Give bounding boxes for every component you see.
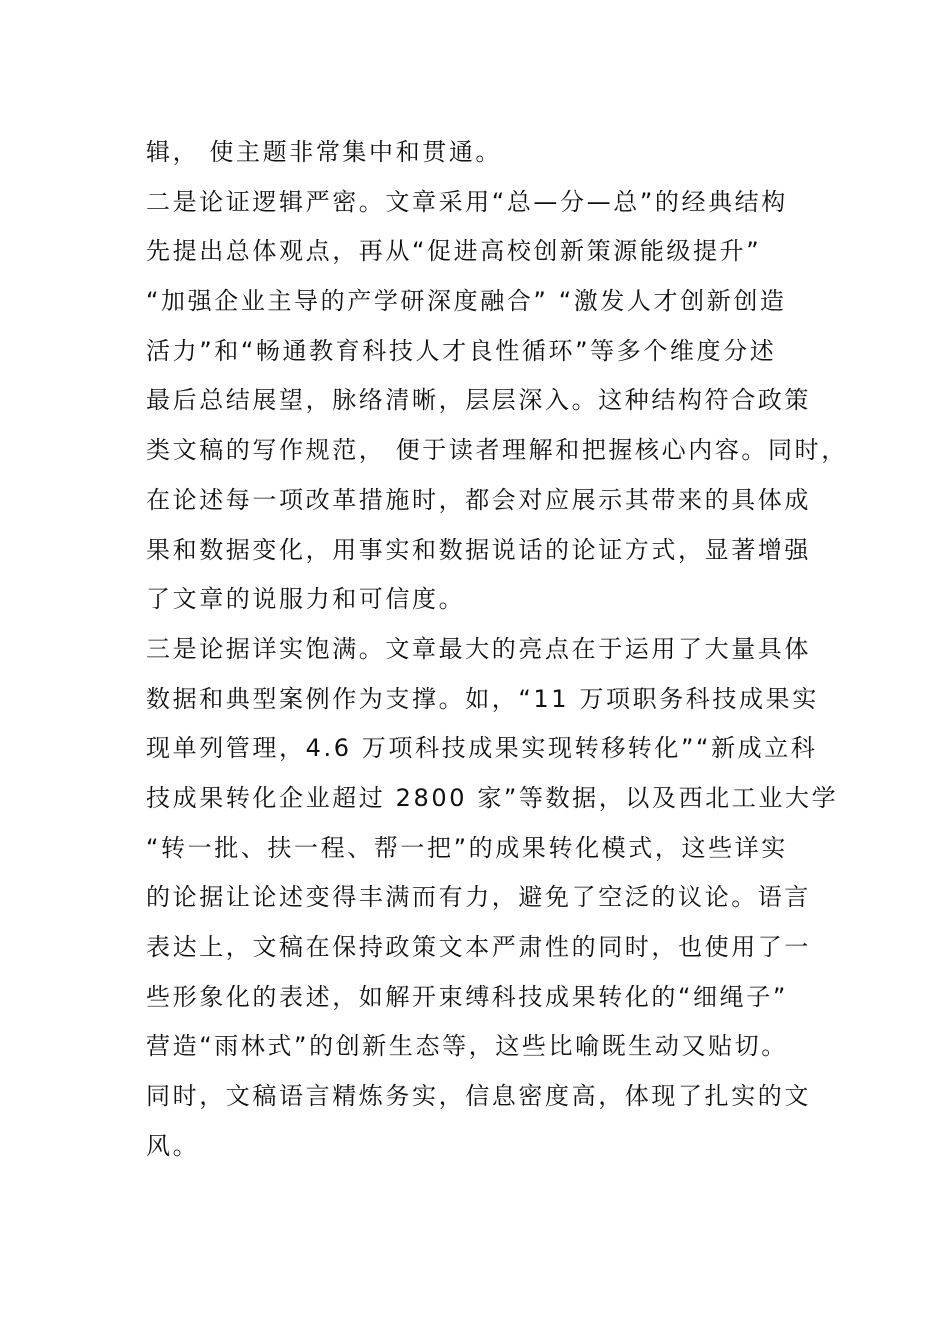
text-line: 辑， 使主题非常集中和贯通。 (146, 138, 503, 166)
text-line: 数据和典型案例作为支撑。如，“11 万项职务科技成果实 (146, 684, 819, 713)
text-line: 现单列管理，4.6 万项科技成果实现转移转化”“新成立科 (146, 734, 818, 763)
text-line: “加强企业主导的产学研深度融合” “激发人才创新创造 (146, 287, 787, 316)
text-line: 些形象化的表述，如解开束缚科技成果转化的“细绳子” (146, 982, 788, 1011)
text-line: 活力”和“畅通教育科技人才良性循环”等多个维度分述 (146, 336, 777, 365)
text-line: 在论述每一项改革措施时，都会对应展示其带来的具体成 (146, 485, 811, 514)
text-line: 最后总结展望，脉络清晰，层层深入。这种结构符合政策 (146, 386, 811, 415)
text-line: 先提出总体观点，再从“促进高校创新策源能级提升” (146, 237, 762, 266)
text-line: 二是论证逻辑严密。文章采用“总—分—总”的经典结构 (146, 187, 788, 216)
document-body-text (146, 133, 848, 1176)
text-line: 果和数据变化，用事实和数据说话的论证方式，显著增强 (146, 535, 811, 564)
text-line: 技成果转化企业超过 2800 家”等数据，以及西北工业大学 (146, 783, 839, 812)
text-line: 营造“雨林式”的创新生态等，这些比喻既生动又贴切。 (146, 1032, 788, 1061)
text-line: 同时，文稿语言精炼务实，信息密度高，体现了扎实的文 (146, 1082, 811, 1111)
text-line: 的论据让论述变得丰满而有力，避免了空泛的议论。语言 (146, 883, 811, 912)
text-line: “转一批、扶一程、帮一把”的成果转化模式，这些详实 (146, 833, 788, 862)
text-line: 表达上，文稿在保持政策文本严肃性的同时，也使用了一 (146, 933, 811, 961)
text-line: 类文稿的写作规范， 便于读者理解和把握核心内容。同时， (146, 436, 848, 465)
text-line: 风。 (146, 1131, 200, 1160)
text-line: 三是论据详实饱满。文章最大的亮点在于运用了大量具体 (146, 634, 811, 663)
text-line: 了文章的说服力和可信度。 (146, 585, 466, 614)
